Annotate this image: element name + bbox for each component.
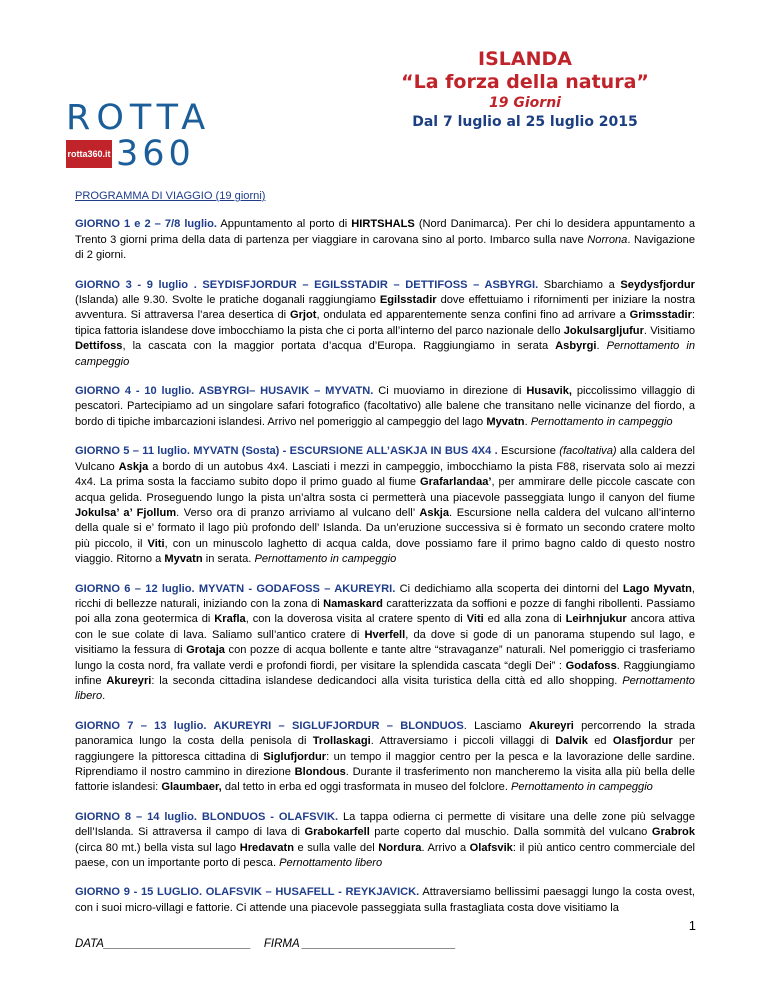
day-text: . Durante il trasferimento non mancheremo la visita alla più bella delle fattorie islandesi:	[75, 766, 695, 794]
day-text: Grabrok	[651, 826, 695, 839]
day-text: Attraversiamo bellissimi paesaggi lungo la costa ovest, con i suoi micro-villagi e fattorie. Ci attende una piacevole passeggiata sulla frastagliata costa dove visitiamo la	[75, 886, 695, 914]
day-text: piccolissimo villaggio di pescatori. Partecipiamo ad un singolare safari fotografico (facoltativo) alle balene che transitano nelle vicinanze del fiordo, a bordo di tipiche imbarcazioni islandesi. Arrivo nel pomeriggio al campeggio del lago	[75, 385, 696, 428]
day-text: con pozze di acqua bollente e tante altre “stravaganze” naturali. Nel pomeriggio ci trasferiamo lungo la costa nord, fra vallate verdi e profondi fiordi, per visitare la splendida cascata “degli Dei” :	[75, 644, 695, 672]
day-text: . Verso ora di pranzo arriviamo al vulcano dell’	[176, 506, 420, 519]
day-text: ed alla zona di	[483, 613, 566, 626]
day-text: Myvatn	[164, 553, 203, 566]
day-text: , da dove si gode di un panorama stupendo sul lago, e visitiamo la fessura di	[75, 628, 695, 657]
day-text: Ci dedichiamo alla scoperta dei dintorni del	[395, 582, 623, 595]
day-text: percorrendo la strada panoramica lungo la costa della penisola di	[75, 719, 695, 748]
day-text: . Raggiungiamo infine	[75, 659, 695, 687]
day-text: Askja	[118, 460, 149, 473]
day-text: per raggiungere la pittoresca cittadina di	[75, 735, 695, 763]
day-text: ed	[587, 735, 613, 748]
day-text: Grimsstadir	[629, 309, 692, 322]
day-text: Pernottamento in campeggio	[75, 340, 695, 368]
day-heading: GIORNO 8 – 14 luglio. BLONDUOS - OLAFSVIK.	[75, 810, 339, 823]
day-text: Lago Myvatn	[622, 582, 692, 595]
day-text: . Visitiamo	[643, 324, 696, 337]
day-text: : tipica fattoria islandese dove imbocchiamo la pista che ci porta all’interno del parco nazionale dello	[75, 309, 695, 337]
day-text: La tappa odierna ci permette di visitare una delle zone più selvagge dell’Islanda. Si attraversa il campo di lava di	[75, 810, 695, 839]
page-subtitle: “La forza della natura”	[401, 71, 649, 93]
day-text: Grafarlandaa’	[419, 476, 492, 489]
trip-duration: 19 Giorni	[489, 95, 561, 111]
day-text: . Navigazione di 2 giorni.	[75, 233, 696, 262]
day-text: Dettifoss	[75, 340, 123, 353]
day-text: Siglufjordur	[263, 750, 327, 763]
day-text: .	[524, 415, 531, 428]
day-text: Askja	[419, 506, 450, 519]
day-text: Godafoss	[565, 659, 617, 672]
day-text: Egilsstadir	[379, 294, 437, 307]
day-heading: GIORNO 4 - 10 luglio. ASBYRGI– HUSAVIK – MYVATN.	[75, 385, 374, 398]
logo-360-text: 360	[116, 134, 195, 174]
day-text: Namaskard	[323, 597, 383, 610]
program-heading: PROGRAMMA DI VIAGGIO (19 giorni)	[75, 190, 266, 202]
day-paragraph	[75, 810, 695, 872]
page-number: 1	[688, 918, 696, 933]
day-paragraph	[75, 278, 695, 370]
day-paragraph	[75, 885, 695, 916]
day-text: Escursione	[497, 445, 560, 458]
day-text: .	[102, 690, 106, 703]
day-text: Appuntamento al porto di	[216, 218, 352, 231]
day-text: dal tetto in erba ed oggi trasformata in museo del folclore.	[221, 781, 511, 794]
day-text: Hverfell	[364, 628, 406, 641]
day-text: Leirhnjukur	[565, 613, 627, 626]
program-content	[75, 189, 695, 930]
page-title: ISLANDA	[478, 48, 572, 70]
day-text: Glaumbaer,	[161, 781, 222, 794]
day-text: , per ammirare delle piccole cascate con acqua gelida. Proseguendo lungo la pista un’altra sosta ci permetterà una piacevole passeggiata lungo il canyon del fiume	[75, 476, 695, 504]
day-text: Olafsvik	[469, 841, 513, 854]
day-text: (Islanda) alle 9.30. Svolte le pratiche doganali raggiungiamo	[75, 294, 380, 307]
day-text: a bordo di un autobus 4x4. Lasciati i mezzi in campeggio, imbocchiamo la pista F88, riservata solo ai mezzi 4x4. La prima sosta la facciamo subito dopo il primo guado al fiume	[75, 460, 695, 489]
day-text: in serata.	[202, 553, 255, 566]
day-text: Jokulsargljufur	[563, 324, 644, 337]
day-text: HIRTSHALS	[351, 218, 415, 231]
day-text: parte coperto dal muschio. Dalla sommità del vulcano	[369, 826, 652, 839]
day-text: Akureyri	[528, 719, 574, 732]
day-paragraph	[75, 384, 695, 430]
day-text: Grjot	[289, 309, 317, 322]
signature-field-label: FIRMA ________________________	[263, 938, 456, 950]
day-heading: GIORNO 1 e 2 – 7/8 luglio.	[75, 218, 217, 231]
day-paragraph	[75, 719, 695, 796]
day-text: caratterizzata da soffioni e pozze di fanghi ribollenti. Passiamo poi alla zona geotermica di	[75, 597, 695, 626]
day-text: , ricchi di bellezze naturali, iniziando con la zona di	[75, 582, 695, 610]
day-text: Husavik,	[526, 385, 572, 398]
date-field-label: DATA_______________________	[75, 938, 252, 950]
day-text: Pernottamento in campeggio	[254, 553, 397, 566]
day-text: Pernottamento in campeggio	[530, 415, 673, 428]
day-text: Viti	[466, 613, 484, 626]
day-text: Dalvik	[555, 735, 588, 748]
day-text: (facoltativa)	[559, 445, 617, 458]
day-text: Seydysfjordur	[620, 278, 695, 291]
day-paragraph	[75, 217, 695, 263]
day-text: Nordura	[378, 841, 422, 854]
rotta360-logo	[66, 98, 212, 174]
title-block	[340, 48, 710, 132]
day-text: , con la doverosa visita al cratere spento di	[245, 613, 467, 626]
day-heading: GIORNO 5 – 11 luglio. MYVATN (Sosta) - ESCURSIONE ALL’ASKJA IN BUS 4X4 .	[75, 445, 498, 458]
day-text: Myvatn	[486, 415, 525, 428]
trip-dates: Dal 7 luglio al 25 luglio 2015	[412, 114, 638, 130]
day-heading: GIORNO 6 – 12 luglio. MYVATN - GODAFOSS – AKUREYRI.	[75, 582, 396, 595]
logo-site-badge: rotta360.it	[66, 140, 112, 168]
day-text: , ondulata ed apparentemente senza confini fino ad arrivare a	[316, 309, 630, 322]
day-text: Pernottamento libero	[279, 857, 383, 870]
day-paragraph	[75, 582, 695, 705]
day-text: Norrona	[587, 233, 628, 246]
day-text: Asbyrgi	[555, 340, 597, 353]
day-text: Olasfjordur	[612, 735, 673, 748]
day-text: : il più antico centro commerciale del paese, con un importante porto di pesca.	[75, 841, 695, 870]
day-text: dove effettuiamo i rifornimenti per iniziare la nostra avventura. Si attraversa l’area desertica di	[75, 294, 695, 322]
day-text: (Nord Danimarca). Per chi lo desidera appuntamento a Trento 3 giorni prima della data di partenza per viaggiare in carovana sino al porto. Imbarco sulla nave	[75, 218, 695, 246]
day-text: Akureyri	[106, 674, 152, 687]
day-heading: GIORNO 7 – 13 luglio. AKUREYRI – SIGLUFJORDUR – BLONDUOS	[75, 719, 464, 732]
day-text: Grabokarfell	[304, 826, 370, 839]
signature-footer	[75, 938, 456, 950]
day-text: . Lasciamo	[463, 719, 529, 732]
day-text: Blondous	[294, 766, 346, 778]
day-text: . Escursione nella caldera del vulcano all’interno della quale si e’ formato il lago più profondo dell’ Islanda. Da un’eruzione successiva si è formato un secondo cratere molto più piccolo, il	[75, 506, 695, 550]
day-text: Hredavatn	[239, 841, 294, 854]
day-text: Pernottamento in campeggio	[511, 781, 653, 794]
day-text: (circa 80 mt.) bella vista sul lago	[75, 841, 240, 854]
day-text: . Arrivo a	[421, 841, 470, 854]
day-text: . Attraversiamo i piccoli villaggi di	[370, 735, 556, 748]
day-text: ancora attiva con le sue colate di lava. Saliamo sull’antico cratere di	[75, 613, 695, 641]
day-paragraph	[75, 444, 695, 567]
day-text: Jokulsa’ a’ Fjollum	[75, 506, 177, 519]
day-text: Sbarchiamo a	[538, 278, 621, 291]
day-text: Grotaja	[186, 644, 225, 657]
day-text: Viti	[147, 537, 165, 550]
day-list	[75, 217, 695, 916]
logo-rotta-text: ROTTA	[66, 98, 212, 138]
day-text: e sulla valle del	[293, 841, 379, 854]
day-text: : un tempo il maggior centro per la pesca e la lavorazione delle sardine. Riprendiamo il nostro cammino in direzione	[75, 750, 696, 778]
day-text: Trollaskagi	[312, 735, 371, 748]
day-text: , la cascata con la maggior portata d’acqua d’Europa. Raggiungiamo in serata	[122, 340, 556, 353]
day-text: Krafla	[214, 613, 246, 626]
day-text: Pernottamento libero	[75, 674, 695, 703]
day-heading: GIORNO 3 - 9 luglio . SEYDISFJORDUR – EGILSSTADIR – DETTIFOSS – ASBYRGI.	[75, 278, 539, 291]
day-text: .	[596, 340, 607, 353]
day-text: Ci muoviamo in direzione di	[373, 385, 527, 398]
day-text: , con un minuscolo laghetto di acqua calda, dove possiamo fare il primo bagno caldo di questo nostro viaggio. Ritorno a	[75, 537, 695, 566]
day-text: : la seconda cittadina islandese dedicandoci alla visita turistica della città ed allo shopping.	[151, 674, 623, 687]
day-text: alla caldera del Vulcano	[75, 445, 695, 473]
day-heading: GIORNO 9 - 15 LUGLIO. OLAFSVIK – HUSAFELL - REYKJAVICK.	[75, 886, 420, 899]
